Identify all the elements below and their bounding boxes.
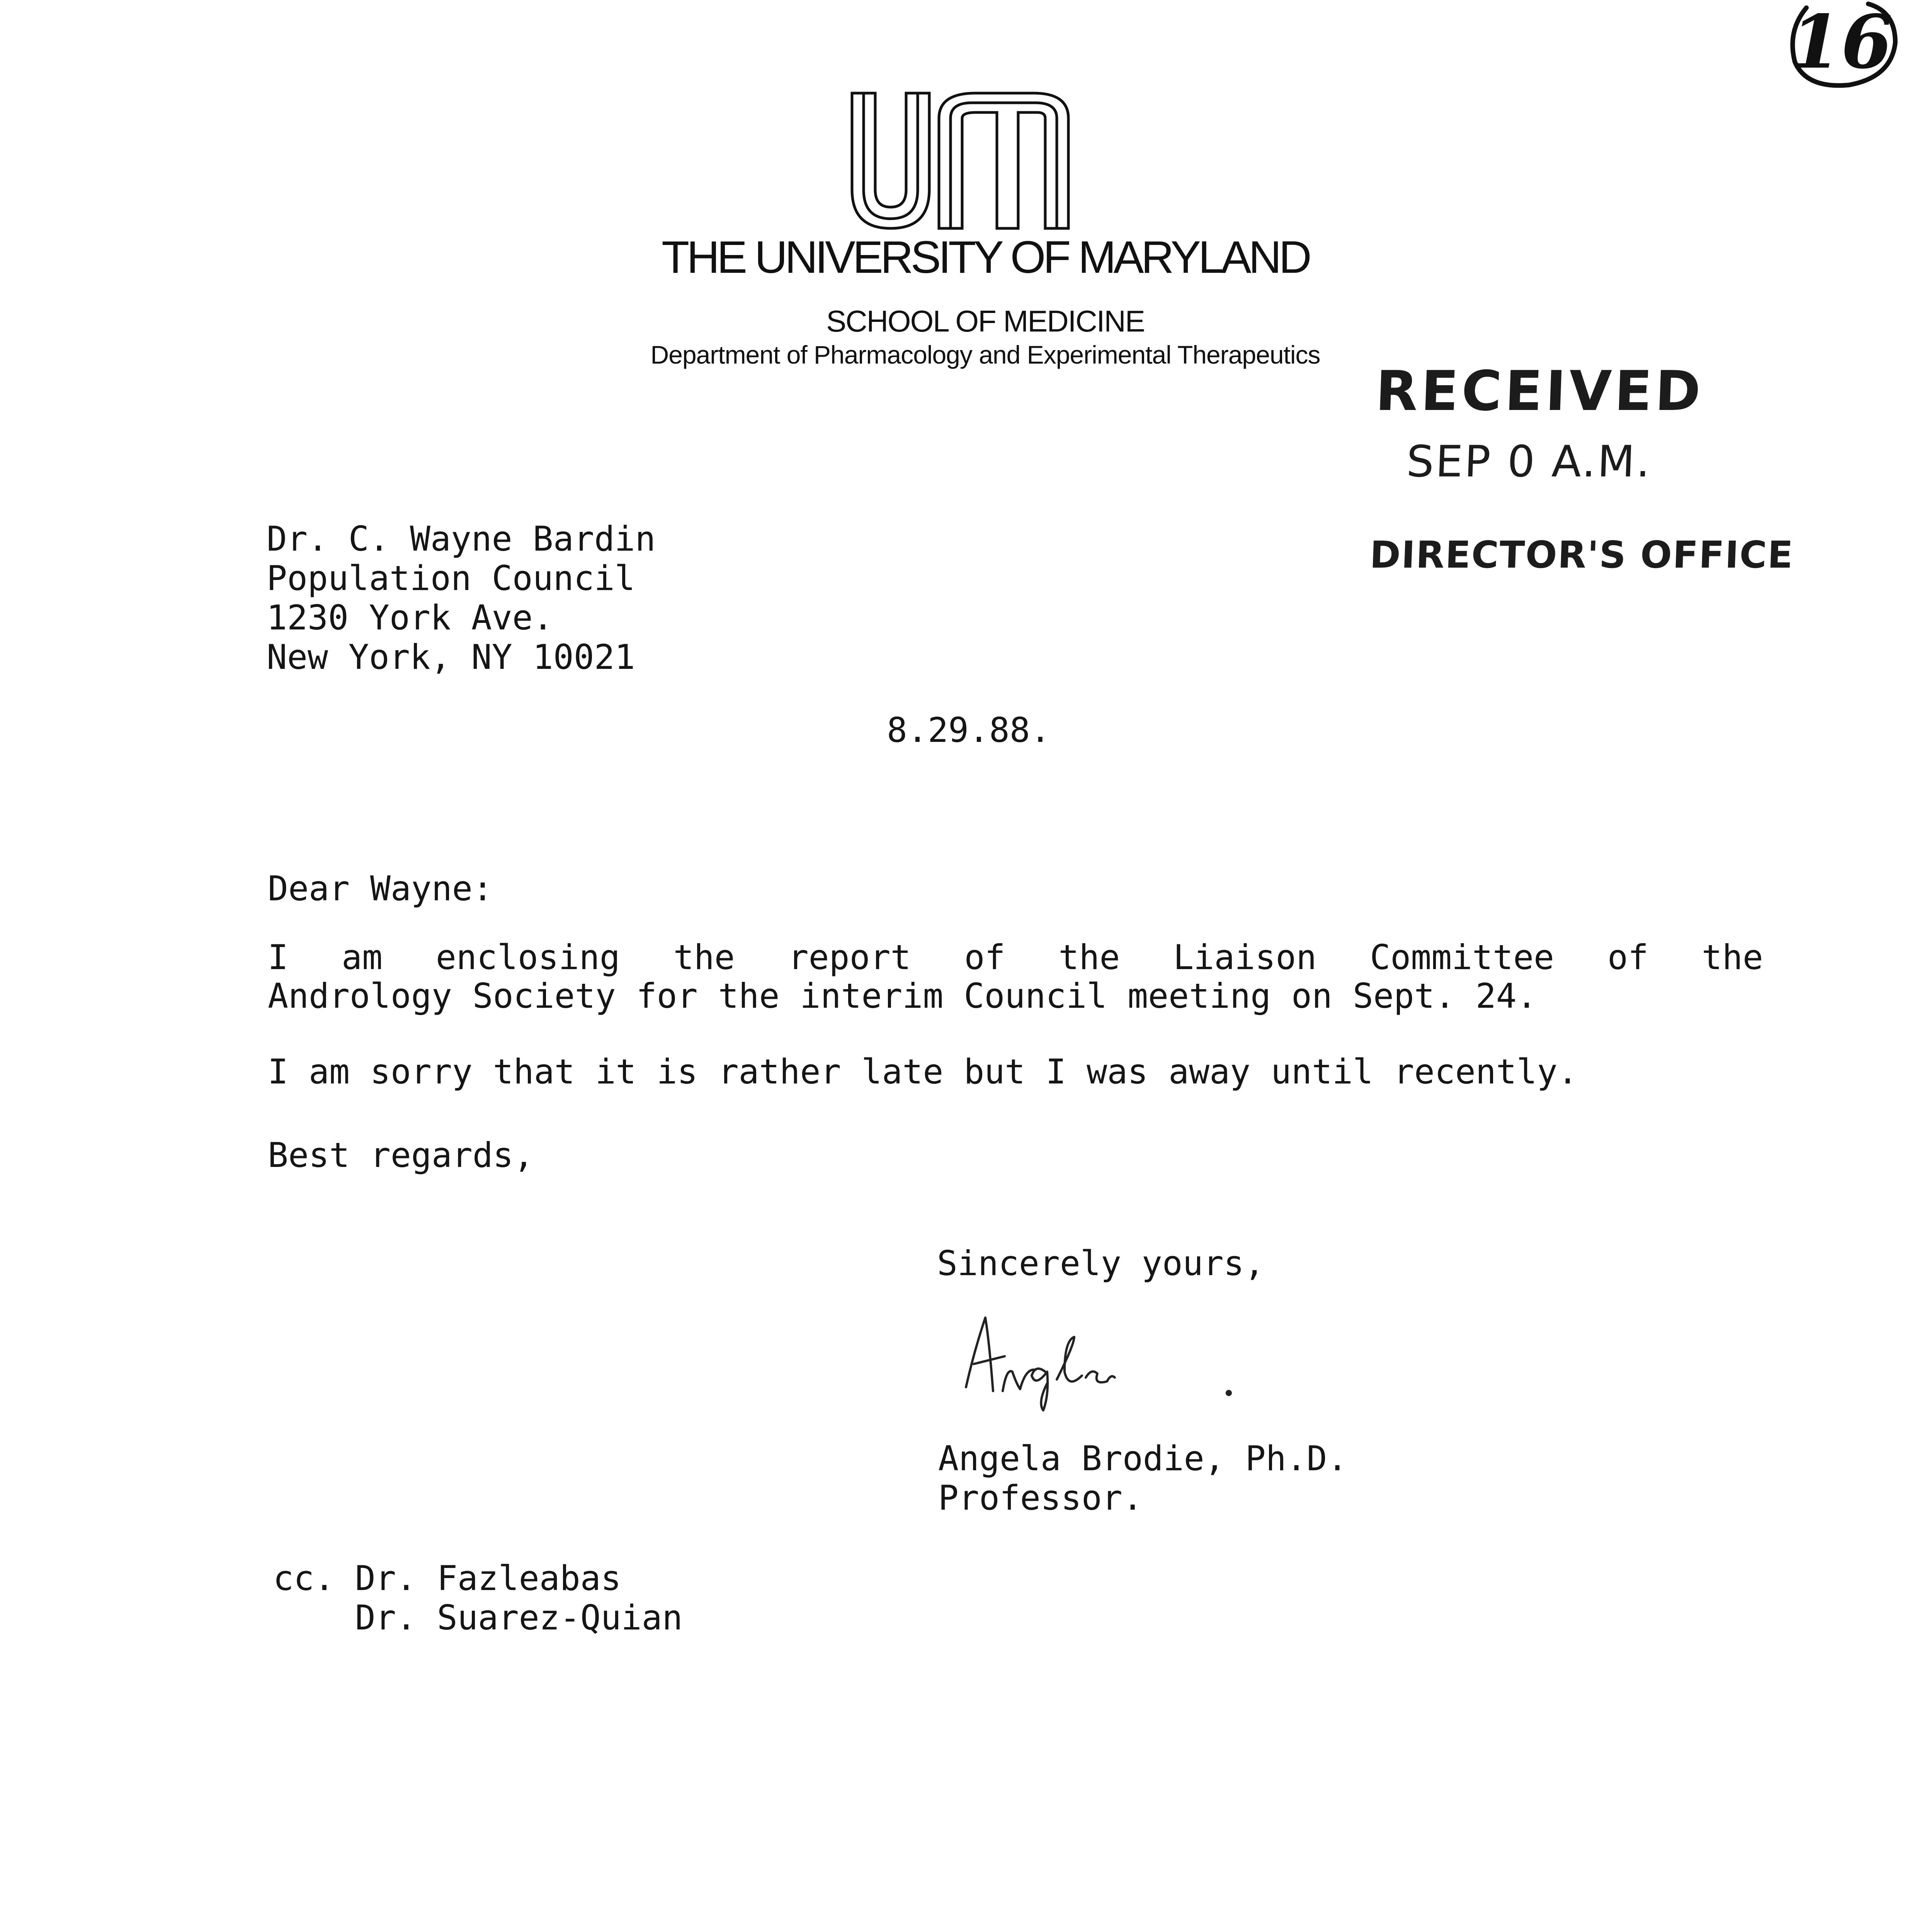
signer-name: Angela Brodie, Ph.D. xyxy=(938,1439,1348,1478)
handwritten-signature xyxy=(958,1306,1252,1414)
recipient-street: 1230 York Ave. xyxy=(267,598,553,638)
page-number-text: 16 xyxy=(1790,0,1893,85)
university-logo xyxy=(848,91,1072,230)
cc-line-1: cc. Dr. Fazleabas xyxy=(273,1558,621,1598)
closing-line: Best regards, xyxy=(268,1135,534,1175)
cc-line-2: Dr. Suarez-Quian xyxy=(273,1598,683,1638)
valediction: Sincerely yours, xyxy=(937,1243,1265,1283)
received-stamp-office: DIRECTOR'S OFFICE xyxy=(1369,533,1794,577)
received-stamp: RECEIVED xyxy=(1374,359,1705,423)
paragraph-1-line-1: I am enclosing the report of the Liaison Committee of the xyxy=(268,937,1763,977)
paragraph-1-line-2: Andrology Society for the interim Council meeting on Sept. 24. xyxy=(268,976,1537,1016)
letter-date: 8.29.88. xyxy=(887,710,1051,750)
recipient-city: New York, NY 10021 xyxy=(267,637,635,677)
signer-title: Professor. xyxy=(938,1478,1143,1518)
department-name: Department of Pharmacology and Experimental Therapeutics xyxy=(650,340,1320,369)
recipient-organization: Population Council xyxy=(267,558,635,598)
body-paragraph-2: I am sorry that it is rather late but I was away until recently. xyxy=(268,1052,1578,1092)
body-paragraph-1 xyxy=(268,938,1763,1015)
salutation: Dear Wayne: xyxy=(268,869,493,908)
received-stamp-date: SEP 0 A.M. xyxy=(1405,437,1653,487)
school-name: SCHOOL OF MEDICINE xyxy=(826,304,1145,338)
university-name: THE UNIVERSITY OF MARYLAND xyxy=(662,232,1309,283)
circled-page-number xyxy=(1783,0,1899,93)
recipient-name: Dr. C. Wayne Bardin xyxy=(267,519,656,559)
